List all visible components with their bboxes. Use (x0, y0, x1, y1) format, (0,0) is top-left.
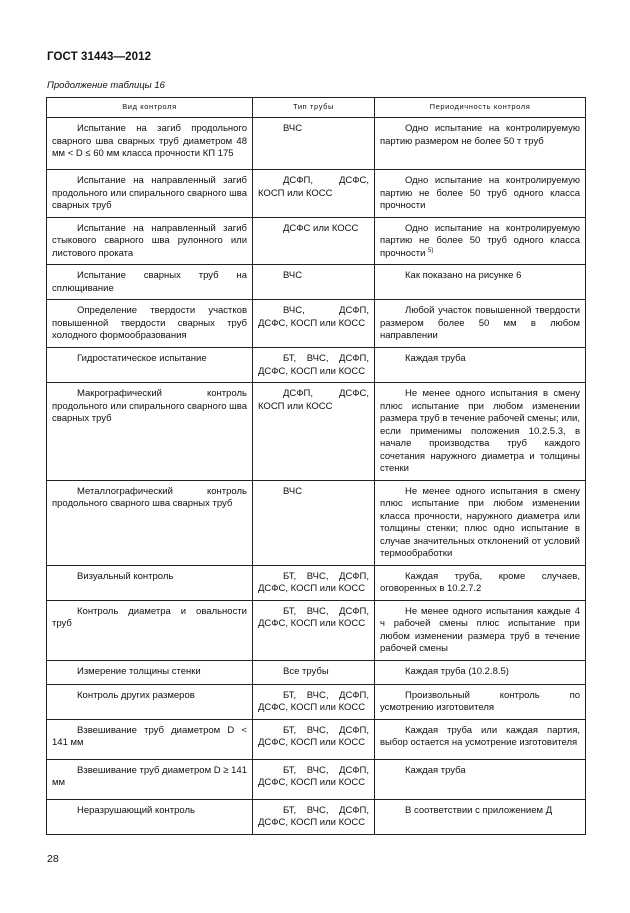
table-row (47, 799, 586, 834)
periodicity-cell (375, 660, 586, 684)
periodicity-cell (375, 348, 586, 383)
control-type-cell: Контроль диаметра и овальности труб (47, 600, 253, 660)
periodicity-cell (375, 170, 586, 218)
control-type-cell: Визуальный контроль (47, 565, 253, 600)
table-row (47, 348, 586, 383)
pipe-type-cell: ДСФП, ДСФС, КОСП или КОСС (253, 383, 375, 481)
pipe-type-cell: БТ, ВЧС, ДСФП, ДСФС, КОСП или КОСС (253, 719, 375, 759)
periodicity-cell (375, 383, 586, 481)
periodicity-text: Каждая труба или каждая партия, выбор остается на усмотрение изготовителя (380, 724, 580, 748)
control-type-cell: Взвешивание труб диаметром D ≥ 141 мм (47, 759, 253, 799)
periodicity-cell (375, 565, 586, 600)
control-type-cell: Определение твердости участков повышенной твердости сварных труб холодного формообразования (47, 300, 253, 348)
pipe-type-cell: ВЧС (253, 480, 375, 565)
periodicity-text: Не менее одного испытания каждые 4 ч рабочей смены плюс испытание при любом изменении размера труб в течение рабочей смены (380, 605, 580, 654)
table-row (47, 600, 586, 660)
periodicity-cell (375, 480, 586, 565)
control-type-cell: Макрографический контроль продольного или спирального сварного шва сварных труб (47, 383, 253, 481)
pipe-type-cell: ВЧС (253, 118, 375, 170)
control-type-cell: Контроль других размеров (47, 684, 253, 719)
table-row (47, 660, 586, 684)
periodicity-text: Как показано на рисунке 6 (405, 270, 522, 281)
table-header-row (47, 98, 586, 118)
pipe-type-cell: Все трубы (253, 660, 375, 684)
control-type-cell: Взвешивание труб диаметром D < 141 мм (47, 719, 253, 759)
column-header-period: Периодичность контроля (375, 98, 586, 118)
table-row (47, 565, 586, 600)
table-row (47, 759, 586, 799)
periodicity-cell (375, 719, 586, 759)
pipe-type-cell: ВЧС, ДСФП, ДСФС, КОСП или КОСС (253, 300, 375, 348)
table-row (47, 684, 586, 719)
periodicity-text: Произвольный контроль по усмотрению изготовителя (380, 689, 580, 713)
pipe-type-cell: БТ, ВЧС, ДСФП, ДСФС, КОСП или КОСС (253, 684, 375, 719)
periodicity-text: В соответствии с приложением Д (405, 804, 553, 816)
periodicity-cell (375, 759, 586, 799)
periodicity-text: Одно испытание на контролируемую партию не более 50 труб одного класса прочности (380, 222, 580, 259)
periodicity-text: Не менее одного испытания в смену плюс испытание при любом изменении размера труб в течение рабочей смены; или, если применимы положения 10.2.5.3, в начале производства труб каждого сочетания наружного диаметра и толщины стенки (380, 388, 580, 474)
pipe-type-cell: ДСФП, ДСФС, КОСП или КОСС (253, 170, 375, 218)
pipe-type-cell: БТ, ВЧС, ДСФП, ДСФС, КОСП или КОСС (253, 759, 375, 799)
periodicity-cell (375, 684, 586, 719)
control-type-cell: Испытание на направленный загиб продольного или спирального сварного шва сварных труб (47, 170, 253, 218)
periodicity-cell (375, 799, 586, 834)
table-row (47, 300, 586, 348)
periodicity-cell (375, 300, 586, 348)
control-type-cell: Неразрушающий контроль (47, 799, 253, 834)
control-table (46, 97, 586, 835)
table-body (47, 118, 586, 835)
control-type-cell: Гидростатическое испытание (47, 348, 253, 383)
page-number: 28 (47, 853, 59, 865)
periodicity-cell (375, 217, 586, 265)
periodicity-text: Любой участок повышенной твердости размером более 50 мм в любом направлении (380, 305, 580, 341)
table-row (47, 383, 586, 481)
control-type-cell: Испытание сварных труб на сплющивание (47, 265, 253, 300)
table-row (47, 265, 586, 300)
periodicity-text: Каждая труба (405, 764, 466, 776)
periodicity-text: Не менее одного испытания в смену плюс испытание при любом изменении класса прочности, наружного диаметра или толщины стенки; плюс одно испытание в случае значительных отклонений от условий термообработки (380, 485, 580, 559)
table-row (47, 170, 586, 218)
periodicity-cell (375, 265, 586, 300)
control-type-cell: Испытание на направленный загиб стыкового сварного шва рулонного или листового проката (47, 217, 253, 265)
periodicity-cell (375, 600, 586, 660)
column-header-control: Вид контроля (47, 98, 253, 118)
periodicity-text: Одно испытание на контролируемую партию размером не более 50 т труб (380, 123, 580, 147)
periodicity-cell (375, 118, 586, 170)
periodicity-text: Одно испытание на контролируемую партию не более 50 труб одного класса прочности (380, 175, 580, 211)
standard-number: ГОСТ 31443—2012 (47, 51, 152, 63)
footnote-marker: 5) (428, 247, 434, 254)
pipe-type-cell: ВЧС (253, 265, 375, 300)
pipe-type-cell: БТ, ВЧС, ДСФП, ДСФС, КОСП или КОСС (253, 799, 375, 834)
column-header-pipe: Тип трубы (253, 98, 375, 118)
control-type-cell: Испытание на загиб продольного сварного шва сварных труб диаметром 48 мм < D ≤ 60 мм класса прочности КП 175 (47, 118, 253, 170)
table-row (47, 719, 586, 759)
table-row (47, 118, 586, 170)
periodicity-text: Каждая труба (405, 353, 466, 364)
periodicity-text: Каждая труба, кроме случаев, оговоренных в 10.2.7.2 (380, 570, 580, 594)
table-row (47, 217, 586, 265)
pipe-type-cell: БТ, ВЧС, ДСФП, ДСФС, КОСП или КОСС (253, 600, 375, 660)
control-type-cell: Металлографический контроль продольного сварного шва сварных труб (47, 480, 253, 565)
periodicity-text: Каждая труба (10.2.8.5) (405, 665, 509, 677)
table-row (47, 480, 586, 565)
pipe-type-cell: БТ, ВЧС, ДСФП, ДСФС, КОСП или КОСС (253, 348, 375, 383)
pipe-type-cell: ДСФС или КОСС (253, 217, 375, 265)
table-caption: Продолжение таблицы 16 (47, 80, 165, 91)
control-type-cell: Измерение толщины стенки (47, 660, 253, 684)
pipe-type-cell: БТ, ВЧС, ДСФП, ДСФС, КОСП или КОСС (253, 565, 375, 600)
